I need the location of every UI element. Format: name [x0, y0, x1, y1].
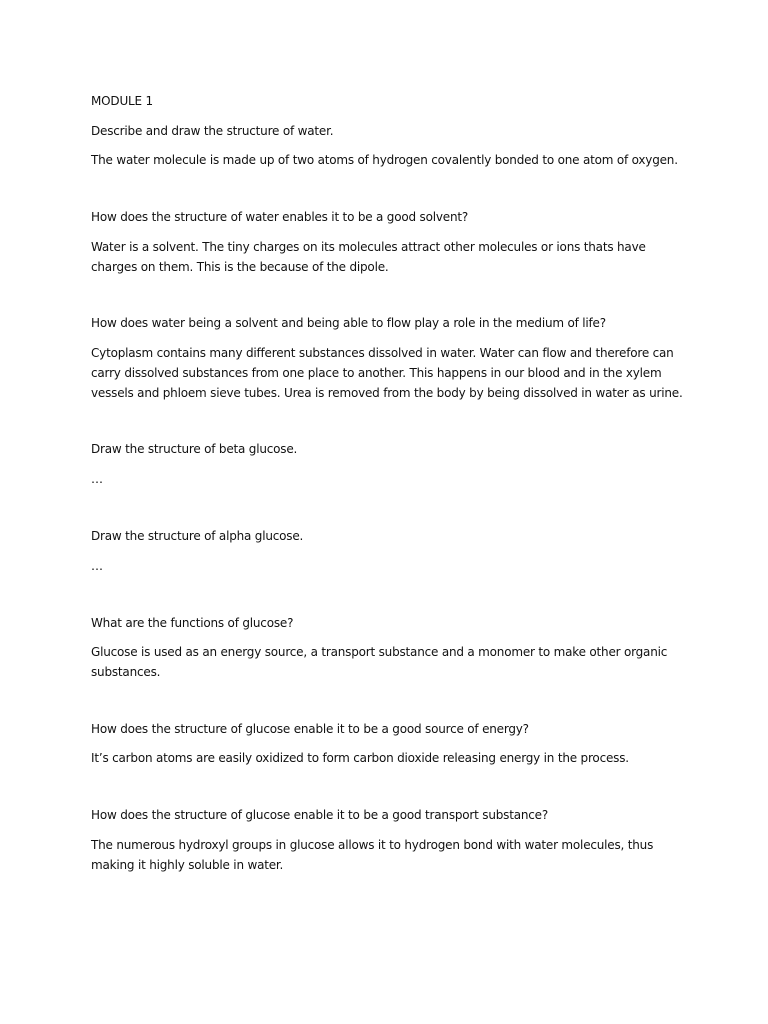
question-2: How does the structure of water enables it to be a good solvent?: [91, 210, 469, 224]
question-7: How does the structure of glucose enable it to be a good source of energy?: [91, 722, 529, 736]
module-heading: MODULE 1: [91, 94, 153, 108]
answer-2: Water is a solvent. The tiny charges on its molecules attract other molecules or ions thats have charges on them. This is the because of the dipole.: [91, 240, 650, 274]
answer-1: The water molecule is made up of two atoms of hydrogen covalently bonded to one atom of oxygen.: [91, 153, 678, 167]
answer-7: It’s carbon atoms are easily oxidized to form carbon dioxide releasing energy in the process.: [91, 751, 629, 765]
answer-3: Cytoplasm contains many different substances dissolved in water. Water can flow and therefore can carry dissolved substances from one place to another. This happens in our blood and in the xylem vessels and phloem sieve tubes. Urea is removed from the body by being dissolved in water as urine.: [91, 346, 683, 400]
answer-5: …: [91, 559, 103, 573]
question-3: How does water being a solvent and being able to flow play a role in the medium of life?: [91, 316, 606, 330]
question-4: Draw the structure of beta glucose.: [91, 442, 298, 456]
question-6: What are the functions of glucose?: [91, 616, 294, 630]
question-1: Describe and draw the structure of water.: [91, 124, 334, 138]
answer-8: The numerous hydroxyl groups in glucose allows it to hydrogen bond with water molecules, thus making it highly soluble in water.: [91, 838, 657, 872]
question-8: How does the structure of glucose enable it to be a good transport substance?: [91, 808, 549, 822]
answer-4: …: [91, 472, 103, 486]
question-5: Draw the structure of alpha glucose.: [91, 529, 304, 543]
answer-6: Glucose is used as an energy source, a transport substance and a monomer to make other organic substances.: [91, 645, 671, 679]
